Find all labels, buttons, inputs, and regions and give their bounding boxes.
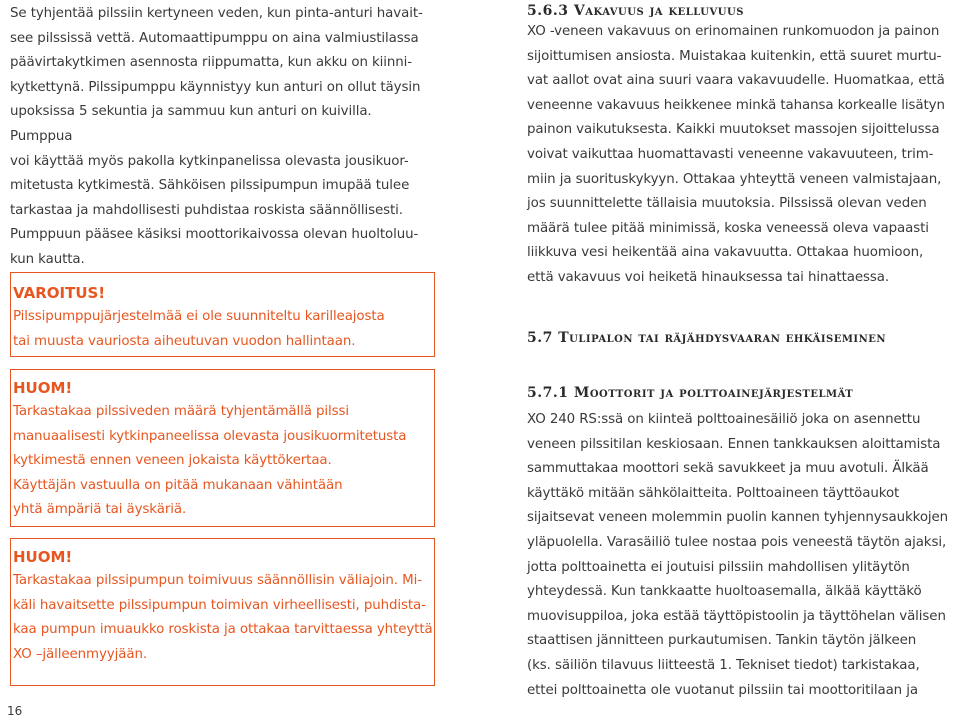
- text-line: jos suunnittelette tällaisia muutoksia. Pilssissä olevan veden: [527, 196, 927, 212]
- text-line: muovisuppiloa, joka estää täyttöpistoolin ja täyttöhelan välisen: [527, 608, 946, 624]
- text-line: Käyttäjän vastuulla on pitää mukanaan vähintään: [13, 477, 343, 493]
- text-line: kun kautta.: [10, 251, 85, 267]
- note-title: HUOM!: [13, 548, 73, 566]
- text-line: manuaalisesti kytkinpaneelissa olevasta jousikuormitetusta: [13, 428, 407, 444]
- text-line: painon vaikutuksesta. Kaikki muutokset massojen sijoittelussa: [527, 122, 940, 138]
- text-line: kytkimestä ennen veneen jokaista käyttökertaa.: [13, 453, 332, 469]
- text-line: käyttäkö mitään sähkölaitteita. Polttoaineen täyttöaukot: [527, 485, 900, 501]
- note-title: HUOM!: [13, 379, 73, 397]
- text-line: mitetusta kytkimestä. Sähköisen pilssipumpun imupää tulee: [10, 178, 410, 194]
- text-line: see pilssissä vettä. Automaattipumppu on aina valmiustilassa: [10, 30, 419, 46]
- text-line: käli havaitsette pilssipumpun toimivan virheellisesti, puhdista-: [13, 597, 426, 613]
- text-line: ettei polttoainetta ole vuotanut pilssiin tai moottoritilaan ja: [527, 682, 918, 698]
- text-line: kaa pumpun imuaukko roskista ja ottakaa tarvittaessa yhteyttä: [13, 622, 433, 638]
- text-line: yläpuolella. Varasäiliö tulee nostaa pois veneestä täytön ajaksi,: [527, 534, 947, 550]
- text-line: voivat vaikuttaa huomattavasti veneenne vakavuuteen, trim-: [527, 146, 934, 162]
- section-heading-stability: 5.6.3 Vakavuus ja kelluvuus: [527, 3, 744, 19]
- text-line: miin ja suorituskykyyn. Ottakaa yhteyttä veneen valmistajaan,: [527, 171, 942, 187]
- text-line: sijoittumisen ansiosta. Muistakaa kuitenkin, että suuret murtu-: [527, 48, 942, 64]
- text-line: liikkuva vesi heikentää aina vakavuutta. Ottakaa huomioon,: [527, 245, 924, 261]
- fuel-paragraph: [527, 408, 957, 703]
- page-number: 16: [7, 704, 23, 718]
- note-box-bilge-check: [10, 369, 435, 527]
- text-line: päävirtakytkimen asennosta riippumatta, kun akku on kiinni-: [10, 55, 413, 71]
- warning-title: VAROITUS!: [13, 284, 106, 302]
- text-line: veneen pilssitilan keskiosaan. Ennen tankkauksen aloittamista: [527, 436, 941, 452]
- text-line: yhteydessä. Kun tankkaatte huoltoasemalla, älkää käyttäkö: [527, 584, 922, 600]
- text-line: (ks. säiliön tilavuus liitteestä 1. Tekniset tiedot) tarkistakaa,: [527, 657, 920, 673]
- text-line: voi käyttää myös pakolla kytkinpanelissa olevasta jousikuor-: [10, 153, 409, 169]
- text-line: määrä tulee pitää minimissä, koska veneessä oleva vapaasti: [527, 220, 929, 236]
- left-column: [10, 0, 435, 662]
- text-line: vat aallot ovat aina suuri vaara vakavuudelle. Huomatkaa, että: [527, 73, 945, 89]
- text-line: XO 240 RS:ssä on kiinteä polttoainesäiliö joka on asennettu: [527, 412, 921, 427]
- stability-paragraph: [527, 20, 957, 291]
- text-line: Pumppuun pääsee käsiksi moottorikaivossa olevan huoltoluu-: [10, 227, 419, 243]
- text-line: sijaitsevat veneen molemmin puolin kannen tyhjennysaukkojen: [527, 510, 949, 526]
- section-heading-fuel-systems: 5.7.1 Moottorit ja polttoainejärjestelmät: [527, 385, 854, 401]
- text-line: Se tyhjentää pilssiin kertyneen veden, kun pinta-anturi havait-: [10, 6, 423, 21]
- intro-paragraph: [10, 0, 435, 273]
- text-line: Tarkastakaa pilssipumpun toimivuus säännöllisin väliajoin. Mi-: [13, 573, 422, 588]
- text-line: XO -veneen vakavuus on erinomainen runkomuodon ja painon: [527, 24, 940, 39]
- text-line: tai muusta vauriosta aiheutuvan vuodon hallintaan.: [13, 333, 356, 349]
- warning-box: [10, 272, 435, 357]
- text-line: upoksissa 5 sekuntia ja sammuu kun anturi on kuivilla. Pumppua: [10, 104, 372, 144]
- text-line: yhtä ämpäriä tai äyskäriä.: [13, 502, 187, 518]
- text-line: jotta polttoainetta ei joutuisi pilssiin mahdollisen ylitäytön: [527, 559, 910, 575]
- text-line: XO –jälleenmyyjään.: [13, 646, 148, 662]
- text-line: sammuttakaa moottori sekä savukkeet ja muu avotuli. Älkää: [527, 461, 929, 477]
- text-line: Tarkastakaa pilssiveden määrä tyhjentämällä pilssi: [13, 404, 350, 419]
- text-line: staattisen jännitteen purkautumisen. Tankin täytön jälkeen: [527, 633, 917, 649]
- section-heading-fire-prevention: 5.7 Tulipalon tai räjähdysvaaran ehkäiseminen: [527, 330, 887, 346]
- text-line: Pilssipumppujärjestelmää ei ole suunniteltu karilleajosta: [13, 309, 385, 324]
- text-line: kytkettynä. Pilssipumppu käynnistyy kun anturi on ollut täysin: [10, 79, 421, 95]
- note-box-pump-check: [10, 538, 435, 686]
- text-line: tarkastaa ja mahdollisesti puhdistaa roskista säännöllisesti.: [10, 202, 403, 218]
- text-line: että vakavuus voi heiketä hinauksessa tai hinattaessa.: [527, 269, 890, 285]
- text-line: veneenne vakavuus heikkenee minkä tahansa korkealle lisätyn: [527, 97, 945, 113]
